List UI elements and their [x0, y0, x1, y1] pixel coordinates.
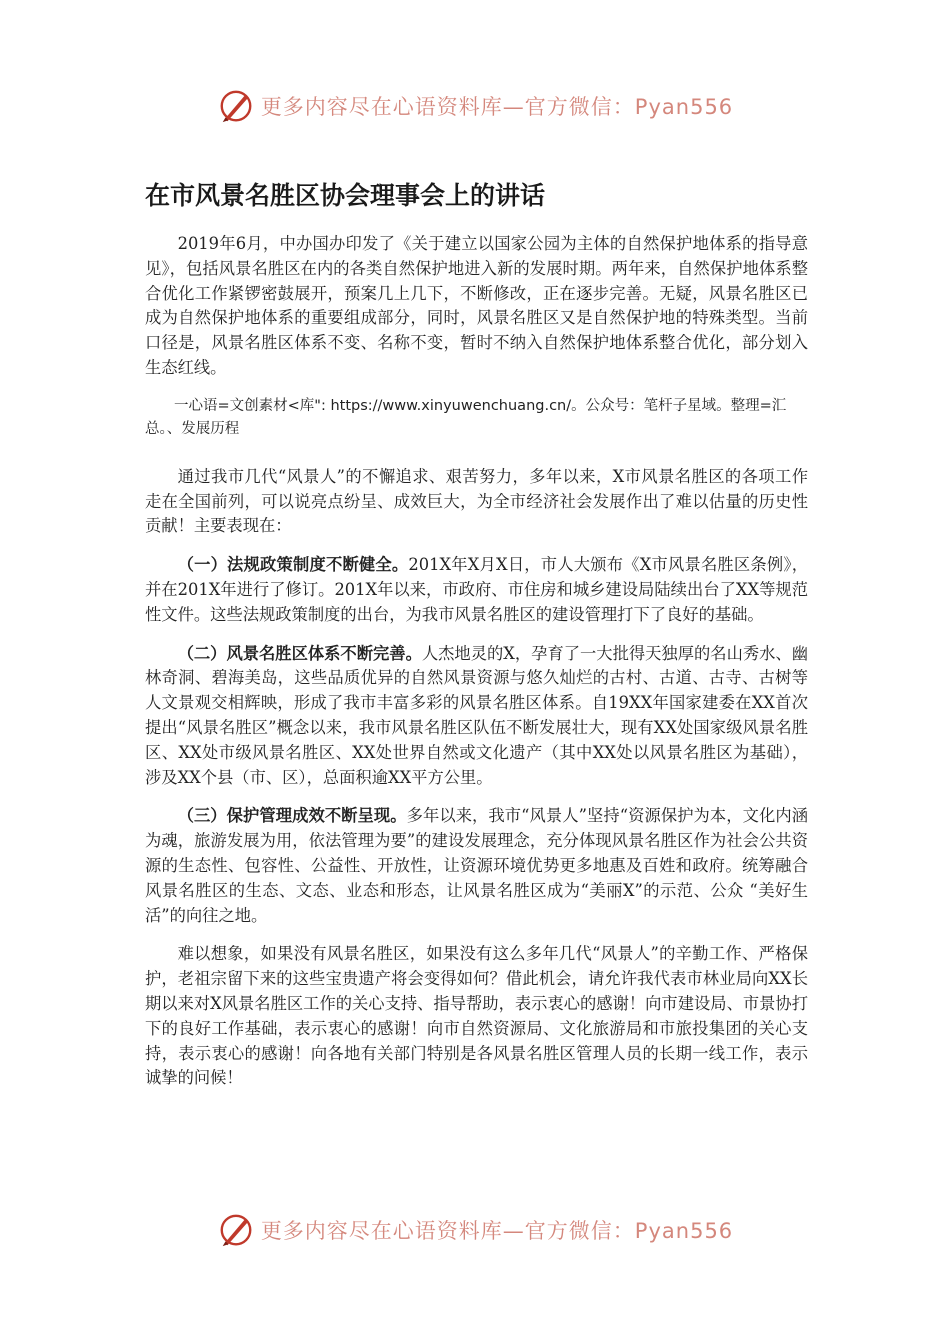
section-protection-heading: （三）保护管理成效不断呈现。 — [177, 806, 407, 826]
paragraph-intro: 2019年6月，中办国办印发了《关于建立以国家公园为主体的自然保护地体系的指导意见》，包括风景名胜区在内的各类自然保护地进入新的发展时期。两年来，自然保护地体系整合优化工作紧锣密鼓展开，预案几上几下，不断修改，正在逐步完善。无疑，风景名胜区已成为自然保护地体系的重要组成部分，同时，风景名胜区又是自然保护地的特殊类型。当前口径是，风景名胜区体系不变、名称不变，暂时不纳入自然保护地体系整合优化，部分划入生态红线。 — [145, 234, 808, 377]
pen-logo-icon — [217, 87, 255, 125]
banner-text: 更多内容尽在心语资料库—官方微信：Pyan556 — [260, 95, 734, 119]
section-laws — [145, 553, 808, 627]
footer-banner — [0, 1200, 950, 1260]
document-title: 在市风景名胜区协会理事会上的讲话 — [145, 181, 546, 210]
section-protection — [145, 804, 808, 928]
section-protection-body: 多年以来，我市“风景人”坚持“资源保护为本，文化内涵为魂，旅游发展为用，依法管理为要”的建设发展理念，充分体现风景名胜区作为社会公共资源的生态性、包容性、公益性、开放性，让资源环境优势更多地惠及百姓和政府。统筹融合风景名胜区的生态、文态、业态和形态，让风景名胜区成为“美丽X”的示范、公众 “美好生活”的向往之地。 — [145, 806, 808, 925]
paragraph-achievements: 通过我市几代“风景人”的不懈追求、艰苦努力，多年以来，X市风景名胜区的各项工作走在全国前列，可以说亮点纷呈、成效巨大，为全市经济社会发展作出了难以估量的历史性贡献！主要表现在： — [145, 466, 808, 536]
pen-logo-icon — [217, 1211, 255, 1249]
section-laws-heading: （一）法规政策制度不断健全。 — [177, 555, 409, 575]
section-system — [145, 642, 808, 791]
section-system-heading: （二）风景名胜区体系不断完善。 — [177, 643, 422, 663]
paragraph-thanks: 难以想象，如果没有风景名胜区，如果没有这么多年几代“风景人”的辛勤工作、严格保护，老祖宗留下来的这些宝贵遗产将会变得如何？借此机会，请允许我代表市林业局向XX长期以来对X风景名胜区工作的关心支持、指导帮助，表示衷心的感谢！向市建设局、市景协打下的良好工作基础，表示衷心的感谢！向市自然资源局、文化旅游局和市旅投集团的关心支持，表示衷心的感谢！向各地有关部门特别是各风景名胜区管理人员的长期一线工作，表示诚挚的问候！ — [145, 944, 808, 1088]
banner-text: 更多内容尽在心语资料库—官方微信：Pyan556 — [260, 1219, 734, 1243]
document-body — [145, 232, 808, 1105]
section-system-body: 人杰地灵的X，孕育了一大批得天独厚的名山秀水、幽林奇洞、碧海美岛，这些品质优异的自然风景资源与悠久灿烂的古村、古道、古寺、古树等人文景观交相辉映，形成了我市丰富多彩的风景名胜区体系。自19XX年国家建委在XX首次提出“风景名胜区”概念以来，我市风景名胜区队伍不断发展壮大，现有XX处国家级风景名胜区、XX处市级风景名胜区、XX处世界自然或文化遗产（其中XX处以风景名胜区为基础），涉及XX个县（市、区），总面积逾XX平方公里。 — [145, 643, 808, 787]
source-note: 一心语=文创素材<库": https://www.xinyuwenchuang.cn/。公众号：笔杆子星域。整理=汇总。、发展历程 — [145, 397, 787, 437]
section-laws-body: 201X年X月X日，市人大颁布《X市风景名胜区条例》，并在201X年进行了修订。201X年以来，市政府、市住房和城乡建设局陆续出台了XX等规范性文件。这些法规政策制度的出台，为我市风景名胜区的建设管理打下了良好的基础。 — [145, 555, 808, 624]
header-banner — [0, 76, 950, 136]
